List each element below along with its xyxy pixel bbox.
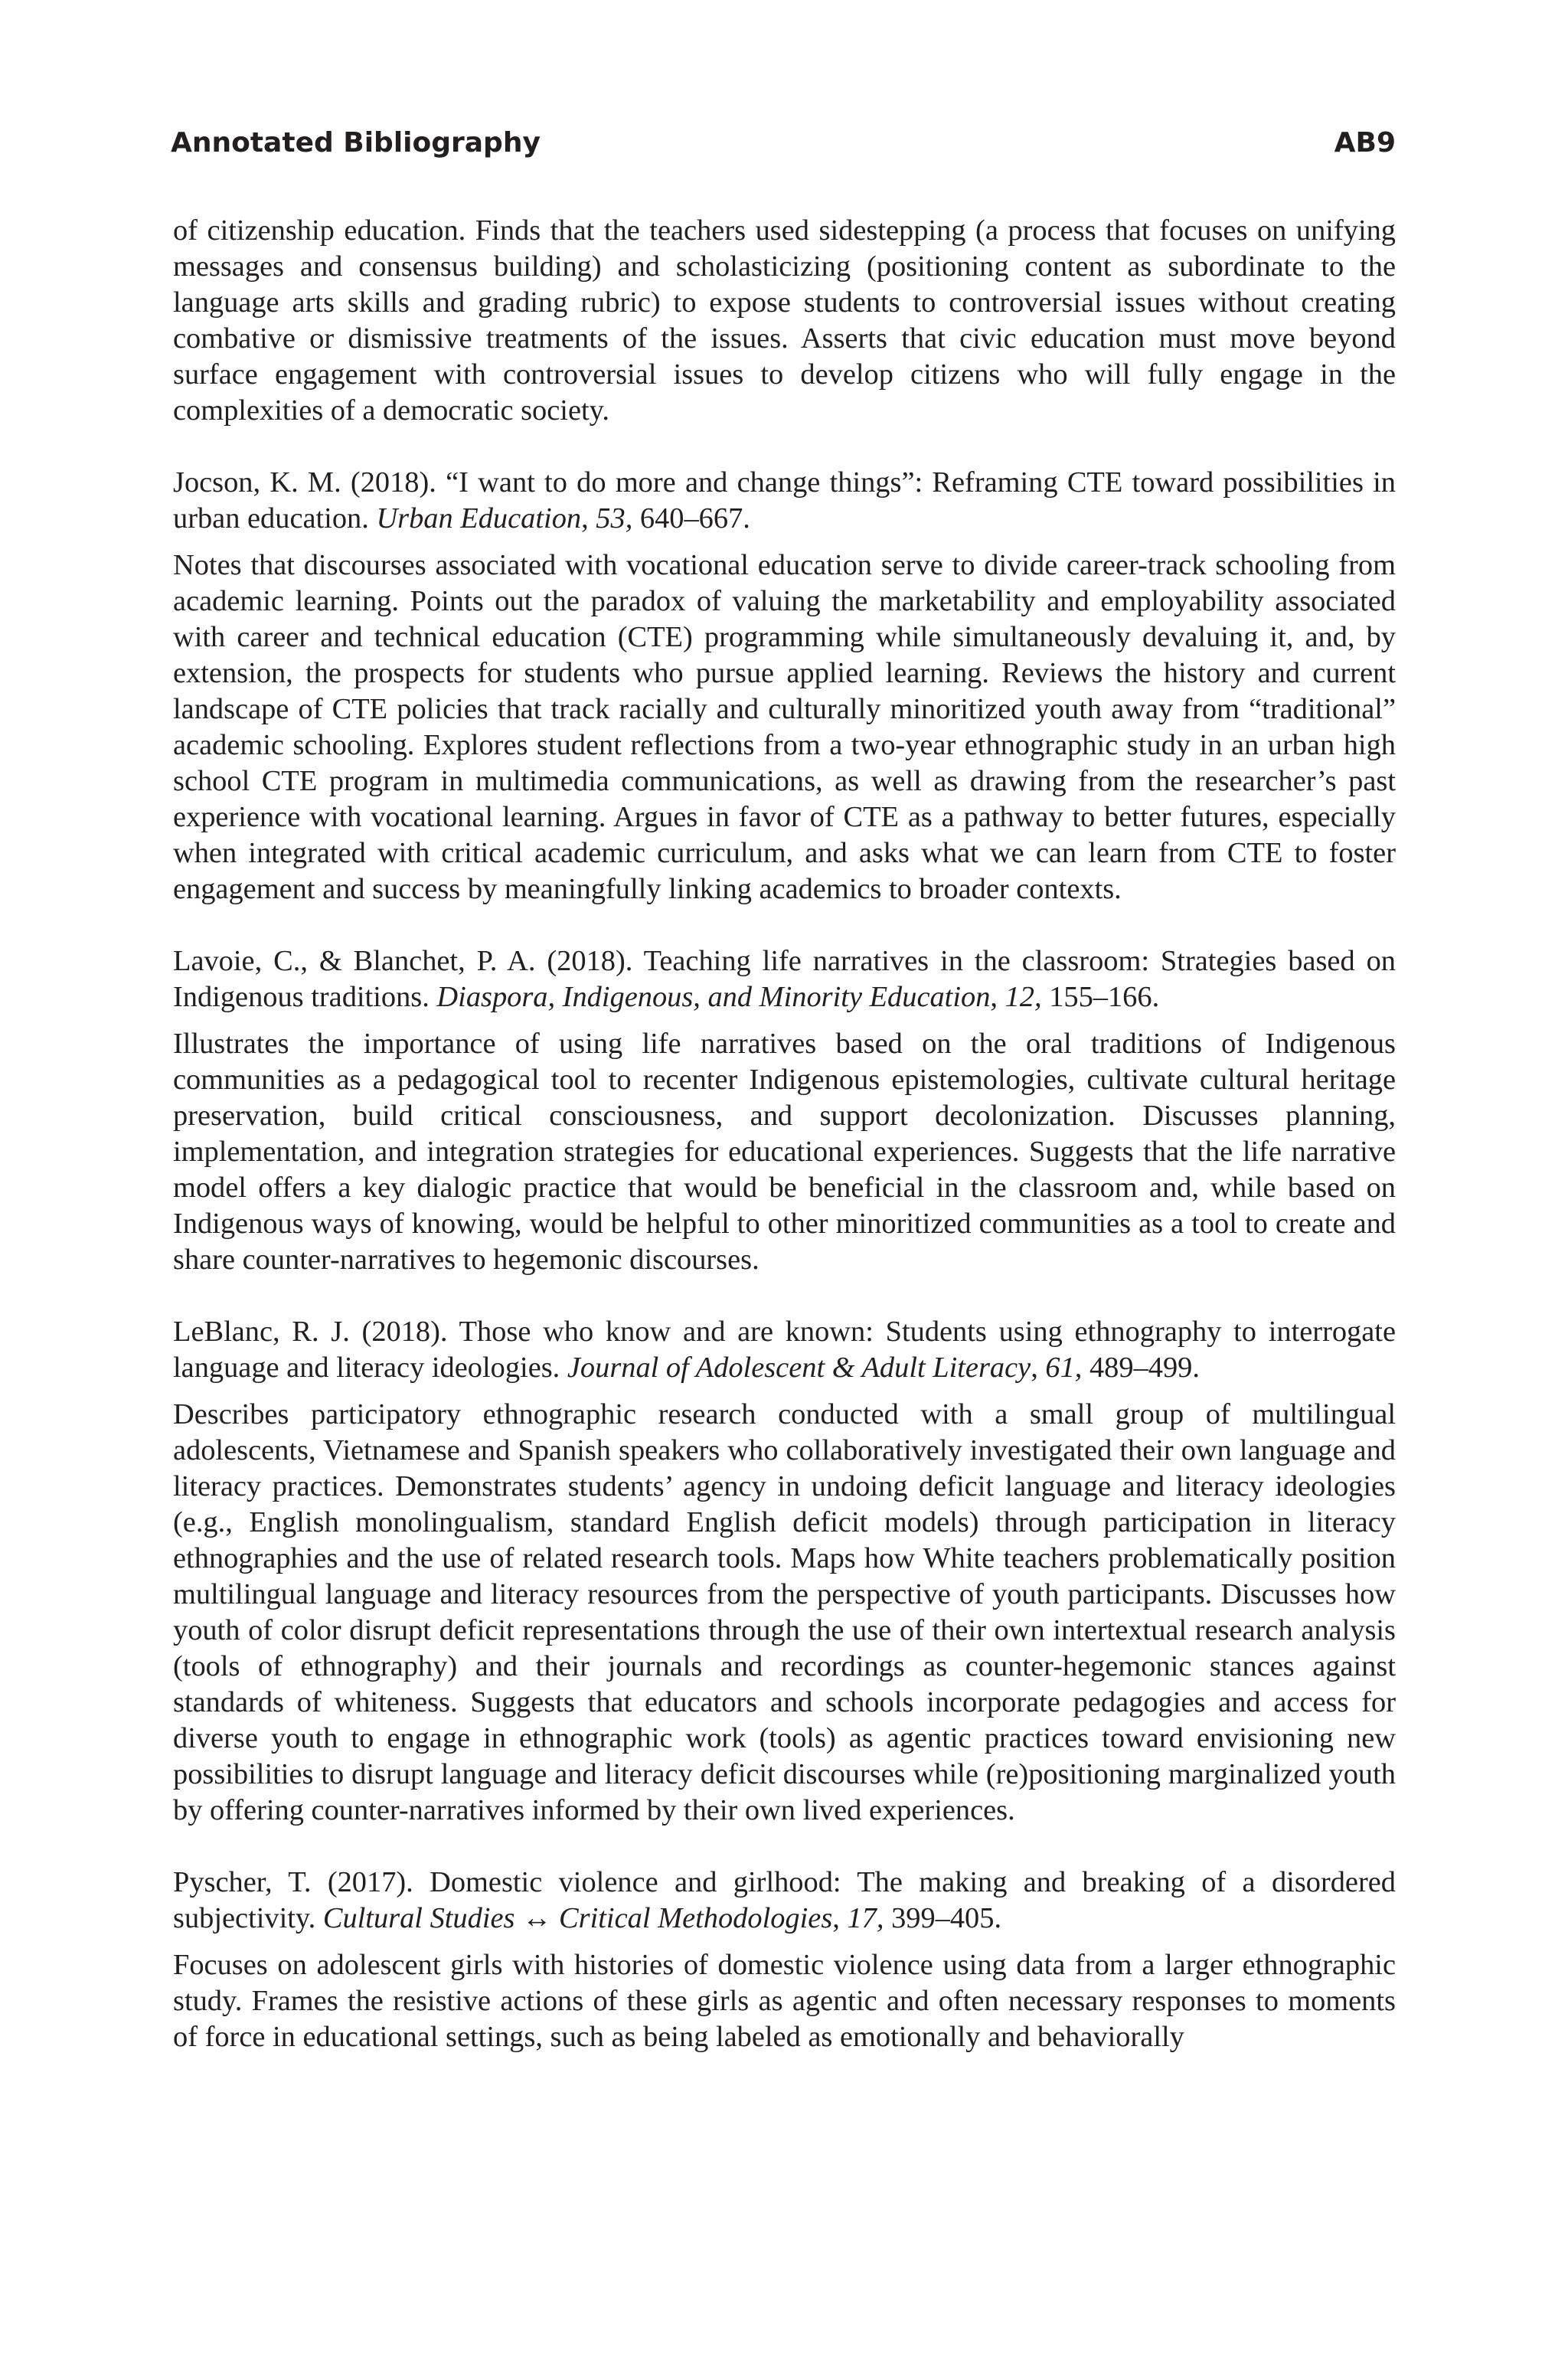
annotation-leblanc: Describes participatory ethnographic research conducted with a small group of multilingual adolescents, Vietnamese and Spanish speakers who collaboratively investigated their own language and literacy practices. Demonstrates students’ agency in undoing deficit language and literacy ideologies (e.g., English monolingualism, standard English deficit models) through participation in literacy ethnographies and the use of related research tools. Maps how White teachers problematically position multilingual language and literacy resources from the perspective of youth participants. Discusses how youth of color disrupt deficit representations through the use of their own intertextual research analysis (tools of ethnography) and their journals and recordings as counter-hegemonic stances against standards of whiteness. Suggests that educators and schools incorporate pedagogies and access for diverse youth to engage in ethnographic work (tools) as agentic practices toward envisioning new possibilities to disrupt language and literacy deficit discourses while (re)positioning marginalized youth by offering counter-narratives informed by their own lived experiences. [173, 1398, 1396, 1826]
annotation-lavoie: Illustrates the importance of using life narratives based on the oral traditions of Indigenous communities as a pedagogical tool to recenter Indigenous epistemologies, cultivate cultural heritage preservation, build critical consciousness, and support decolonization. Discusses planning, implementation, and integration strategies for educational experiences. Suggests that the life narrative model offers a key dialogic practice that would be beneficial in the classroom and, while based on Indigenous ways of knowing, would be helpful to other minoritized communities as a tool to create and share counter-narratives to hegemonic discourses. [173, 1028, 1396, 1276]
annotation-pyscher: Focuses on adolescent girls with histories of domestic violence using data from a larger ethnographic study. Frames the resistive actions of these girls as agentic and often necessary responses to moments of force in educational settings, such as being labeled as emotionally and behaviorally [173, 1949, 1396, 2053]
citation-lavoie: Lavoie, C., & Blanchet, P. A. (2018). Teaching life narratives in the classroom: Strategies based on Indigenous traditions. Diaspora, Indigenous, and Minority Education, 12, 155–166. [173, 945, 1396, 1013]
journal-volume: 53, [596, 502, 633, 534]
annotation-jocson: Notes that discourses associated with vocational education serve to divide career-track schooling from academic learning. Points out the paradox of valuing the marketability and employability associated with career and technical education (CTE) programming while simultaneously devaluing it, and, by extension, the prospects for students who pursue applied learning. Reviews the history and current landscape of CTE policies that track racially and culturally minoritized youth away from “traditional” academic schooling. Explores student reflections from a two-year ethnographic study in an urban high school CTE program in multimedia communications, as well as drawing from the researcher’s past experience with vocational learning. Argues in favor of CTE as a pathway to better futures, especially when integrated with critical academic curriculum, and asks what we can learn from CTE to foster engagement and success by meaningfully linking academics to broader contexts. [173, 549, 1396, 905]
journal-title: Urban Education [376, 502, 582, 534]
running-head [171, 124, 1396, 162]
journal-title: Cultural Studies ↔ Critical Methodologies [322, 1902, 833, 1934]
journal-volume: 61, [1045, 1352, 1083, 1384]
citation-text: Pyscher, T. (2017). Domestic violence and girlhood: The making and breaking of a disordered subjectivity. [173, 1866, 1396, 1934]
bibliography-body [173, 213, 1396, 2055]
citation-text: Lavoie, C., & Blanchet, P. A. (2018). Teaching life narratives in the classroom: Strategies based on Indigenous traditions. [173, 945, 1396, 1013]
citation-pyscher: Pyscher, T. (2017). Domestic violence and girlhood: The making and breaking of a disordered subjectivity. Cultural Studies ↔ Critical Methodologies, 17, 399–405. [173, 1866, 1396, 1934]
page-number: AB9 [1334, 127, 1396, 159]
journal-volume: 12, [1004, 981, 1042, 1013]
journal-title: Journal of Adolescent & Adult Literacy [567, 1352, 1031, 1384]
citation-leblanc: LeBlanc, R. J. (2018). Those who know and are known: Students using ethnography to interrogate language and literacy ideologies. Journal of Adolescent & Adult Literacy, 61, 489–499. [173, 1316, 1396, 1384]
citation-pages: 399–405. [884, 1902, 1002, 1934]
citation-pages: 640–667. [632, 502, 750, 534]
citation-pages: 489–499. [1082, 1352, 1200, 1384]
citation-pages: 155–166. [1041, 981, 1160, 1013]
journal-title: Diaspora, Indigenous, and Minority Education [436, 981, 991, 1013]
citation-text: LeBlanc, R. J. (2018). Those who know and are known: Students using ethnography to interrogate language and literacy ideologies. [173, 1316, 1396, 1384]
citation-text: Jocson, K. M. (2018). “I want to do more and change things”: Reframing CTE toward possibilities in urban education. [173, 466, 1396, 534]
continuation-annotation: of citizenship education. Finds that the teachers used sidestepping (a process that focuses on unifying messages and consensus building) and scholasticizing (positioning content as subordinate to the language arts skills and grading rubric) to expose students to controversial issues without creating combative or dismissive treatments of the issues. Asserts that civic education must move beyond surface engagement with controversial issues to develop citizens who will fully engage in the complexities of a democratic society. [173, 214, 1396, 427]
running-head-title: Annotated Bibliography [171, 127, 541, 159]
journal-volume: 17, [847, 1902, 884, 1934]
citation-jocson: Jocson, K. M. (2018). “I want to do more and change things”: Reframing CTE toward possibilities in urban education. Urban Education, 53, 640–667. [173, 466, 1396, 534]
